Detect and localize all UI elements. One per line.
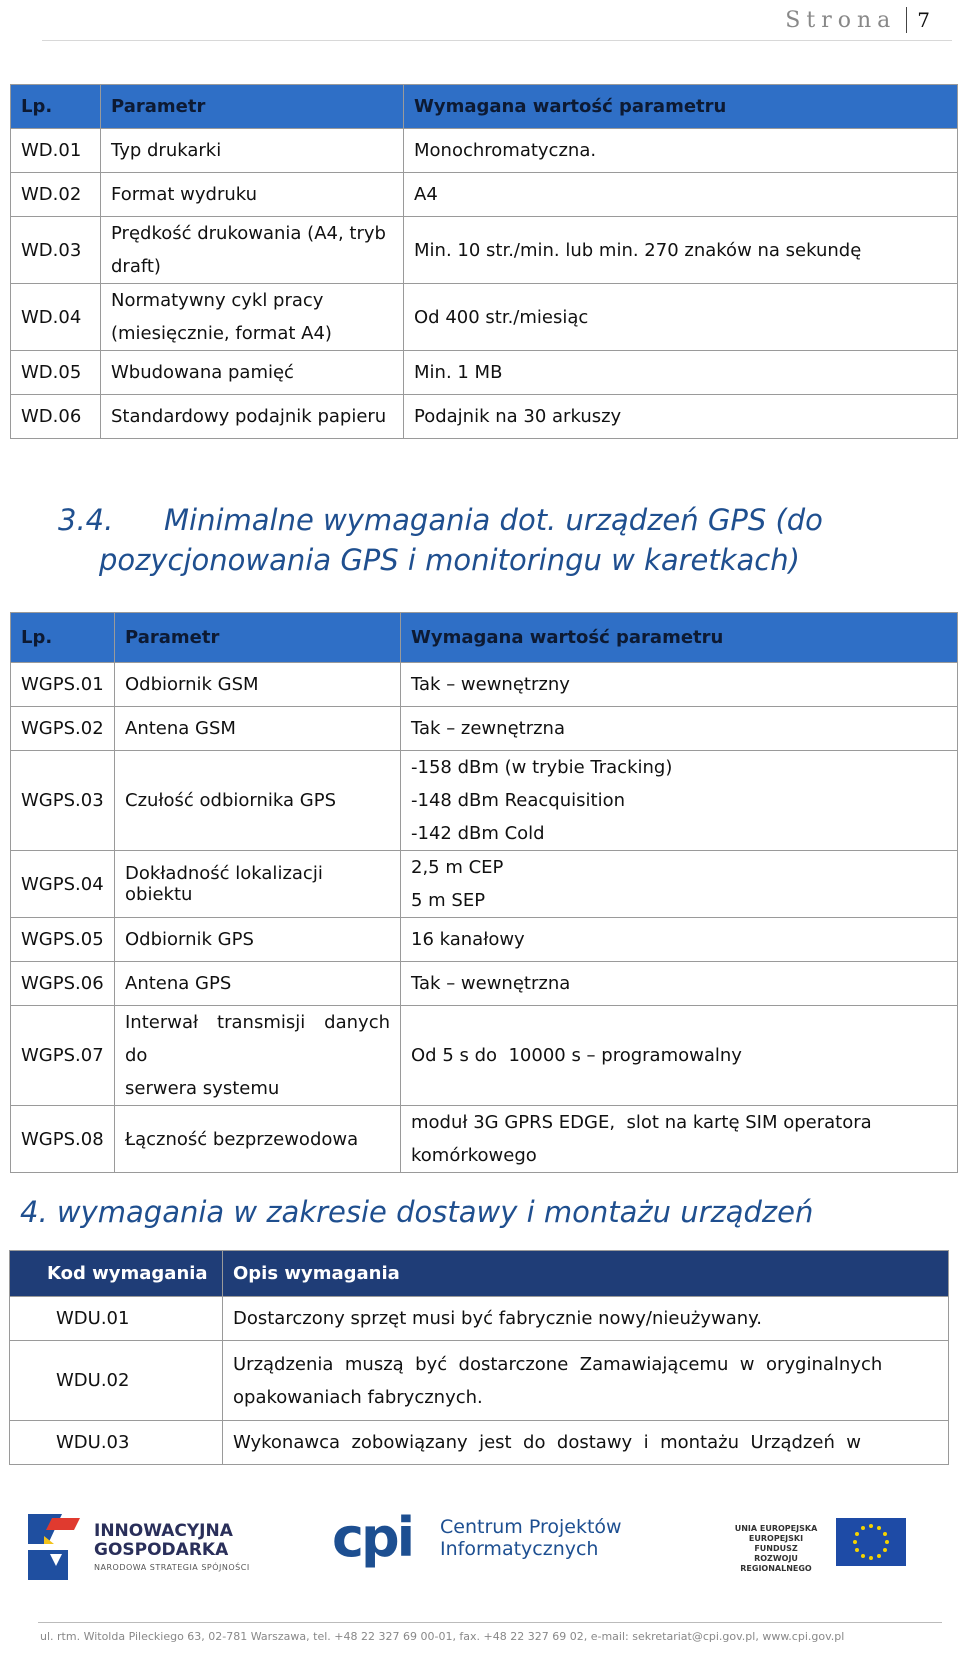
row-value: Min. 1 MB bbox=[404, 351, 958, 395]
row-param-line: Normatywny cykl pracy bbox=[111, 290, 324, 311]
row-value-line: 5 m SEP bbox=[411, 890, 486, 911]
row-param: Odbiornik GSM bbox=[115, 663, 401, 707]
row-desc: Wykonawca zobowiązany jest do dostawy i montażu Urządzeń w bbox=[223, 1421, 949, 1465]
row-id: WGPS.05 bbox=[11, 918, 115, 962]
row-desc-line: opakowaniach fabrycznych. bbox=[233, 1386, 483, 1408]
table-row bbox=[11, 918, 958, 962]
table-row bbox=[11, 751, 958, 851]
section-heading-4: 4. wymagania w zakresie dostawy i montażu urządzeń bbox=[20, 1195, 814, 1229]
header-rule bbox=[42, 40, 952, 41]
table-row bbox=[11, 395, 958, 439]
innowacyjna-gospodarka-emblem-icon bbox=[22, 1510, 88, 1584]
row-value: Od 5 s do 10000 s – programowalny bbox=[401, 1006, 958, 1106]
row-value: A4 bbox=[404, 173, 958, 217]
row-id: WD.05 bbox=[11, 351, 101, 395]
row-value-line: moduł 3G GPRS EDGE, slot na kartę SIM operatora bbox=[411, 1112, 872, 1133]
footer-rule bbox=[38, 1622, 942, 1623]
row-desc-line: Urządzenia muszą być dostarczone Zamawiającemu w oryginalnych bbox=[233, 1353, 883, 1375]
cpi-logo-line-1: Centrum Projektów bbox=[440, 1516, 622, 1538]
row-param: Antena GSM bbox=[115, 707, 401, 751]
row-value: Monochromatyczna. bbox=[404, 129, 958, 173]
eu-logo bbox=[726, 1518, 926, 1578]
row-value: Podajnik na 30 arkuszy bbox=[404, 395, 958, 439]
row-id: WD.06 bbox=[11, 395, 101, 439]
innowacyjna-gospodarka-logo bbox=[22, 1510, 250, 1580]
row-param-line: Interwał transmisji danych do bbox=[125, 1012, 390, 1066]
table-row bbox=[10, 1297, 949, 1341]
row-param-line: (miesięcznie, format A4) bbox=[111, 323, 332, 344]
row-param: Czułość odbiornika GPS bbox=[115, 751, 401, 851]
row-param: Format wydruku bbox=[101, 173, 404, 217]
row-id: WDU.02 bbox=[10, 1341, 223, 1421]
eu-logo-line-2: EUROPEJSKI FUNDUSZ bbox=[748, 1534, 804, 1553]
row-value: 16 kanałowy bbox=[401, 918, 958, 962]
row-param: Łączność bezprzewodowa bbox=[115, 1106, 401, 1173]
row-value-line: -142 dBm Cold bbox=[411, 823, 545, 844]
eu-flag-icon bbox=[836, 1518, 906, 1566]
row-id: WD.03 bbox=[11, 217, 101, 284]
row-value-line: -148 dBm Reacquisition bbox=[411, 790, 625, 811]
row-param bbox=[101, 284, 404, 351]
section-title-line-2: pozycjonowania GPS i monitoringu w karetkach) bbox=[99, 543, 800, 577]
table-row bbox=[11, 129, 958, 173]
row-param: Odbiornik GPS bbox=[115, 918, 401, 962]
table-row bbox=[10, 1341, 949, 1421]
table-row bbox=[10, 1421, 949, 1465]
row-param-line: Prędkość drukowania (A4, tryb bbox=[111, 223, 386, 244]
table-row bbox=[11, 962, 958, 1006]
row-value-line: komórkowego bbox=[411, 1145, 537, 1166]
table-header-row bbox=[11, 613, 958, 663]
cpi-logo-line-2: Informatycznych bbox=[440, 1538, 599, 1560]
column-header-parametr: Parametr bbox=[101, 85, 404, 129]
row-value bbox=[401, 1106, 958, 1173]
row-value: Tak – wewnętrzny bbox=[401, 663, 958, 707]
row-value bbox=[401, 851, 958, 918]
delivery-requirements-table bbox=[9, 1250, 949, 1465]
column-header-lp: Lp. bbox=[11, 85, 101, 129]
table-row bbox=[11, 851, 958, 918]
row-value: Tak – wewnętrzna bbox=[401, 962, 958, 1006]
table-row bbox=[11, 1106, 958, 1173]
row-value: Min. 10 str./min. lub min. 270 znaków na sekundę bbox=[404, 217, 958, 284]
row-desc bbox=[223, 1341, 949, 1421]
row-id: WD.02 bbox=[11, 173, 101, 217]
table-row bbox=[11, 284, 958, 351]
row-id: WD.04 bbox=[11, 284, 101, 351]
table-row bbox=[11, 707, 958, 751]
row-param: Typ drukarki bbox=[101, 129, 404, 173]
printer-requirements-table bbox=[10, 84, 958, 439]
row-param-line: draft) bbox=[111, 256, 161, 277]
row-value: Tak – zewnętrzna bbox=[401, 707, 958, 751]
row-desc: Dostarczony sprzęt musi być fabrycznie nowy/nieużywany. bbox=[223, 1297, 949, 1341]
row-param bbox=[101, 217, 404, 284]
page-header-separator bbox=[906, 7, 907, 33]
row-id: WGPS.04 bbox=[11, 851, 115, 918]
column-header-parametr: Parametr bbox=[115, 613, 401, 663]
page-header-label: Strona bbox=[785, 7, 897, 33]
row-value-line: 2,5 m CEP bbox=[411, 857, 504, 878]
column-header-kod: Kod wymagania bbox=[10, 1251, 223, 1297]
column-header-wartosc: Wymagana wartość parametru bbox=[404, 85, 958, 129]
row-id: WGPS.01 bbox=[11, 663, 115, 707]
table-header-row bbox=[10, 1251, 949, 1297]
section-title-line-1: Minimalne wymagania dot. urządzeń GPS (do bbox=[164, 503, 823, 537]
column-header-lp: Lp. bbox=[11, 613, 115, 663]
table-row bbox=[11, 663, 958, 707]
gps-requirements-table bbox=[10, 612, 958, 1173]
row-id: WGPS.03 bbox=[11, 751, 115, 851]
eu-logo-line-3: ROZWOJU REGIONALNEGO bbox=[740, 1554, 812, 1573]
page-number: 7 bbox=[917, 8, 930, 32]
row-param: Antena GPS bbox=[115, 962, 401, 1006]
table-row bbox=[11, 217, 958, 284]
eu-logo-line-1: UNIA EUROPEJSKA bbox=[734, 1524, 818, 1533]
cpi-logo bbox=[332, 1506, 632, 1576]
row-value bbox=[401, 751, 958, 851]
section-number: 3.4. bbox=[58, 503, 114, 537]
row-value-line: -158 dBm (w trybie Tracking) bbox=[411, 757, 673, 778]
row-id: WGPS.06 bbox=[11, 962, 115, 1006]
column-header-wartosc: Wymagana wartość parametru bbox=[401, 613, 958, 663]
funding-logos bbox=[0, 1500, 960, 1610]
table-row bbox=[11, 1006, 958, 1106]
row-id: WGPS.02 bbox=[11, 707, 115, 751]
row-value: Od 400 str./miesiąc bbox=[404, 284, 958, 351]
page-header bbox=[785, 0, 930, 40]
column-header-opis: Opis wymagania bbox=[223, 1251, 949, 1297]
table-row bbox=[11, 351, 958, 395]
table-row bbox=[11, 173, 958, 217]
cpi-logo-mark: cpi bbox=[332, 1506, 413, 1569]
footer-address: ul. rtm. Witolda Pileckiego 63, 02-781 Warszawa, tel. +48 22 327 69 00-01, fax. +48 22 327 69 02, e-mail: sekretariat@cpi.gov.pl, www.cpi.gov.pl bbox=[40, 1630, 845, 1643]
table-header-row bbox=[11, 85, 958, 129]
row-param: Wbudowana pamięć bbox=[101, 351, 404, 395]
ig-logo-subtitle: NARODOWA STRATEGIA SPÓJNOŚCI bbox=[94, 1563, 250, 1572]
row-id: WGPS.07 bbox=[11, 1006, 115, 1106]
row-id: WD.01 bbox=[11, 129, 101, 173]
ig-logo-line-2: GOSPODARKA bbox=[94, 1540, 229, 1560]
row-id: WDU.03 bbox=[10, 1421, 223, 1465]
row-id: WGPS.08 bbox=[11, 1106, 115, 1173]
row-param bbox=[115, 1006, 401, 1106]
row-id: WDU.01 bbox=[10, 1297, 223, 1341]
row-param: Standardowy podajnik papieru bbox=[101, 395, 404, 439]
row-param-line: serwera systemu bbox=[125, 1078, 280, 1099]
ig-logo-line-1: INNOWACYJNA bbox=[94, 1521, 233, 1541]
row-param: Dokładność lokalizacji obiektu bbox=[115, 851, 401, 918]
